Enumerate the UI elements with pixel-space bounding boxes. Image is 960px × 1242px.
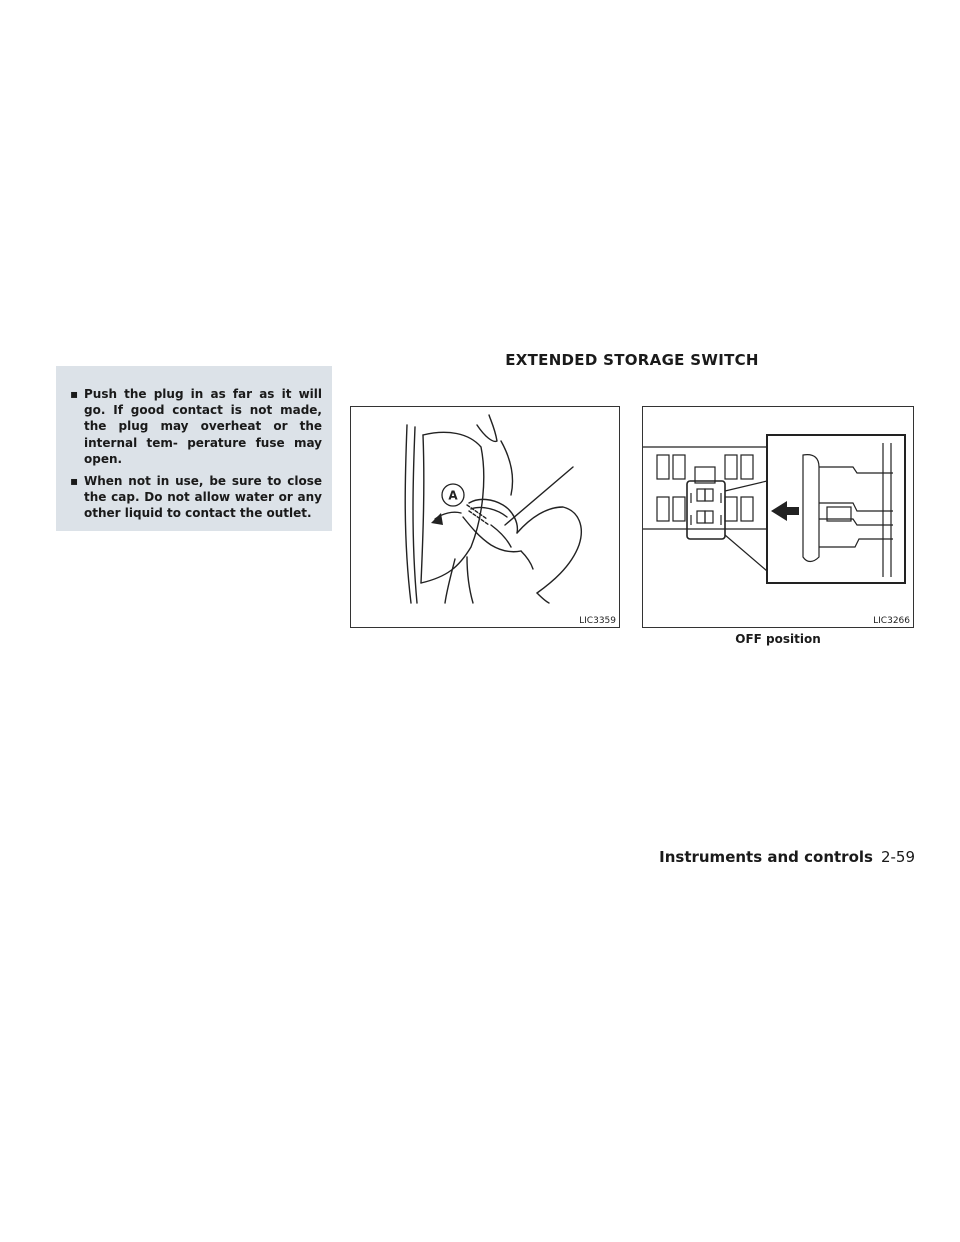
page-footer [659,848,915,866]
outlet-cap-illustration [350,406,620,628]
caution-box [56,366,332,531]
fuse-switch-drawing [643,407,913,627]
caution-list [70,386,322,522]
switch-off-illustration [642,406,914,628]
figure-code: LIC3266 [873,616,910,626]
caution-item [70,386,322,467]
hand-opening-cap-drawing [351,407,619,627]
square-bullet-icon: ▪ [70,387,79,401]
square-bullet-icon: ▪ [70,474,79,489]
callout-label: A [448,488,458,503]
section-heading: EXTENDED STORAGE SWITCH [505,351,759,369]
caution-item-text: When not in use, be sure to close the cap. Do not allow water or any other liquid to contact the outlet. [84,474,322,521]
caution-item-text: Push the plug in as far as it will go. If good contact is not made, the plug may overheat or the internal tem- perature fuse may open. [84,387,322,466]
page-number: 2-59 [880,848,915,866]
footer-section-title: Instruments and controls [659,848,873,866]
figure-code: LIC3359 [579,616,616,626]
caution-item [70,473,322,522]
figure-caption: OFF position [735,632,821,646]
